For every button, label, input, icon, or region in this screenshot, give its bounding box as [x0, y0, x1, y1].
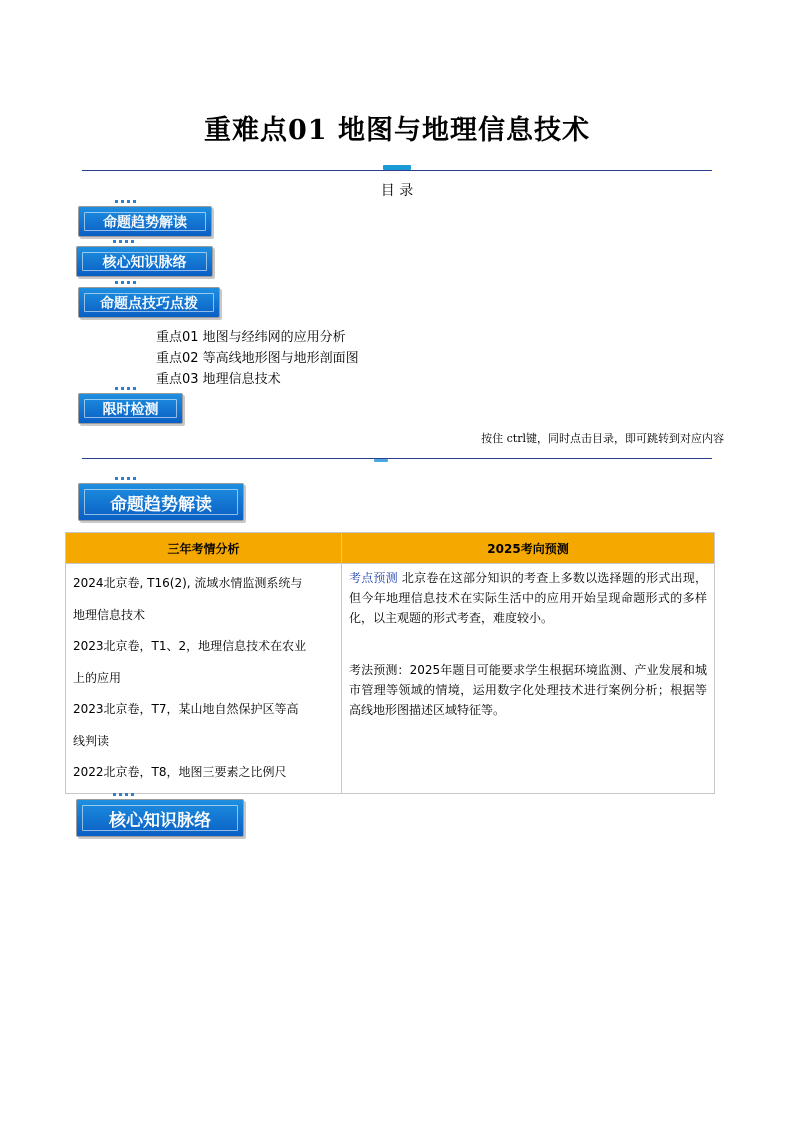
- badge-dots-icon: [115, 387, 136, 390]
- exam-line: 地理信息技术: [73, 607, 146, 622]
- toc-subitem[interactable]: 重点02 等高线地形图与地形剖面图: [156, 351, 359, 366]
- forecast-cell: [342, 564, 715, 794]
- title-divider: [82, 170, 712, 171]
- exam-line: 2024北京卷, T16(2), 流域水情监测系统与: [73, 576, 303, 590]
- section-header-trend: 命题趋势解读: [78, 483, 244, 521]
- toc-subitem[interactable]: 重点01 地图与经纬网的应用分析: [156, 330, 346, 345]
- toc-link-core[interactable]: 核心知识脉络: [76, 246, 213, 277]
- header-2025-forecast: 2025考向预测: [342, 533, 715, 564]
- toc-heading: 目 录: [380, 183, 414, 199]
- badge-dots-icon: [113, 240, 134, 243]
- toc-link-trend[interactable]: 命题趋势解读: [78, 206, 212, 237]
- forecast-point-label: 考点预测: [349, 571, 398, 585]
- exam-line: 2023北京卷，T1、2，地理信息技术在农业: [73, 639, 307, 653]
- forecast-method-paragraph: 考法预测：2025年题目可能要求学生根据环境监测、产业发展和城市管理等领域的情境，运用数字化处理技术进行案例分析；根据等高线地形图描述区域特征等。: [349, 663, 707, 717]
- header-three-year-analysis: 三年考情分析: [66, 533, 342, 564]
- exam-analysis-table: [65, 532, 715, 794]
- divider-tab: [383, 165, 411, 170]
- exam-line: 线判读: [73, 733, 110, 748]
- toc-link-test[interactable]: 限时检测: [78, 393, 183, 424]
- exam-line: 2022北京卷，T8，地图三要素之比例尺: [73, 765, 287, 779]
- table-header-row: [66, 533, 715, 564]
- divider-tab: [374, 459, 388, 462]
- badge-dots-icon: [115, 281, 136, 284]
- toc-subitem[interactable]: 重点03 地理信息技术: [156, 372, 281, 387]
- toc-divider: [82, 458, 712, 459]
- forecast-point-paragraph: [349, 568, 707, 628]
- toc-link-skills[interactable]: 命题点技巧点拨: [78, 287, 220, 318]
- past-exams-cell: [66, 564, 342, 794]
- document-title: 重难点01 地图与地理信息技术: [204, 115, 590, 146]
- exam-line: 2023北京卷，T7，某山地自然保护区等高: [73, 702, 299, 716]
- badge-dots-icon: [113, 793, 134, 796]
- badge-dots-icon: [115, 477, 136, 480]
- navigation-hint: 按住 ctrl键，同时点击目录，即可跳转到对应内容: [481, 432, 724, 445]
- badge-dots-icon: [115, 200, 136, 203]
- section-header-core: 核心知识脉络: [76, 799, 244, 837]
- forecast-point-text: 北京卷在这部分知识的考查上多数以选择题的形式出现，但今年地理信息技术在实际生活中的应用开始呈现命题形式的多样化，以主观题的形式考查，难度较小。: [349, 571, 707, 625]
- table-row: [66, 564, 715, 794]
- exam-line: 上的应用: [73, 670, 122, 685]
